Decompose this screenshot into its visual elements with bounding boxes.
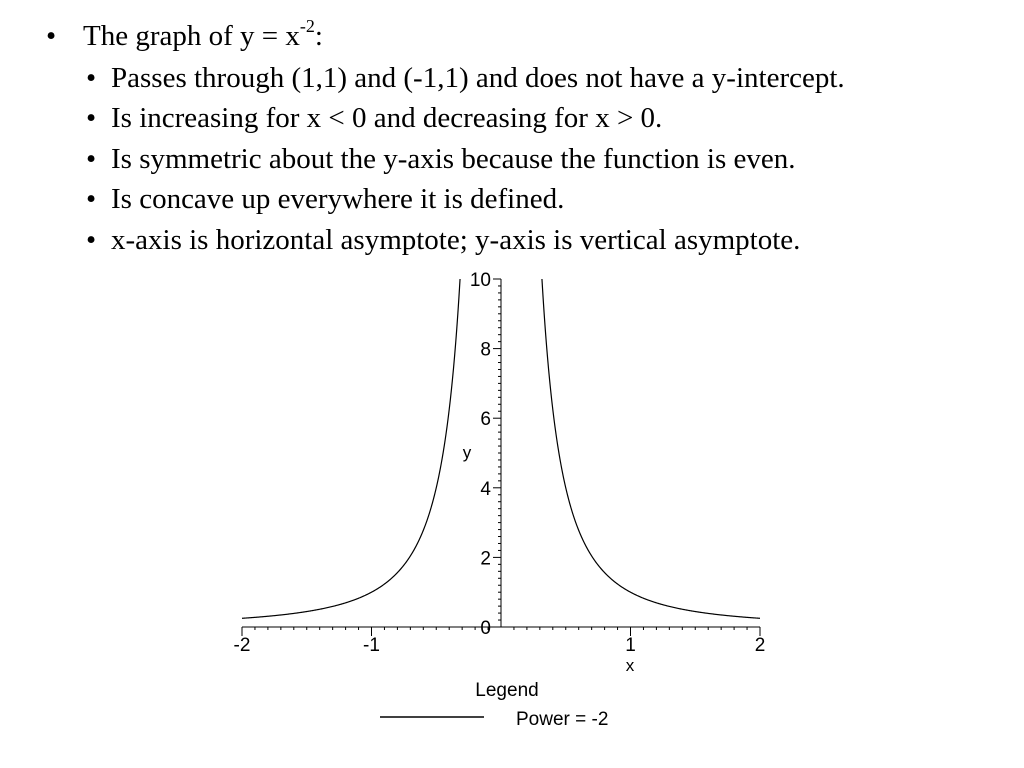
sub-bullet-text: x-axis is horizontal asymptote; y-axis is vertical asymptote. <box>111 224 801 256</box>
legend-title: Legend <box>475 680 539 701</box>
bullet-dot: • <box>86 224 97 256</box>
heading-prefix: The graph of y = x <box>83 20 300 52</box>
bullet-dot: • <box>46 20 57 52</box>
sub-bullet-text: Is symmetric about the y-axis because the function is even. <box>111 143 796 175</box>
y-tick-label: 0 <box>480 618 491 639</box>
sub-bullet-text: Passes through (1,1) and (-1,1) and does not have a y-intercept. <box>111 62 845 94</box>
x-tick-label: -2 <box>233 635 251 656</box>
x-tick-labels <box>234 635 766 656</box>
x-tick-label: 2 <box>754 635 766 656</box>
y-axis-label: y <box>462 443 472 462</box>
sub-bullet-text: Is concave up everywhere it is defined. <box>111 183 565 215</box>
heading-suffix: : <box>314 20 323 52</box>
heading-exponent: -2 <box>299 16 315 36</box>
y-tick-label: 10 <box>469 270 491 291</box>
bullet-dot: • <box>86 143 97 175</box>
y-tick-label: 6 <box>480 409 491 431</box>
x-axis-label: x <box>625 656 635 675</box>
x-tick-label: 1 <box>625 635 636 656</box>
bullet-dot: • <box>86 102 97 134</box>
sub-bullet-text: Is increasing for x < 0 and decreasing for x > 0. <box>111 102 663 134</box>
curve-right-branch <box>542 279 760 618</box>
legend-series-label: Power = -2 <box>516 709 609 730</box>
y-tick-label: 2 <box>480 548 491 570</box>
y-tick-label: 8 <box>480 339 491 361</box>
curve-left-branch <box>242 279 460 618</box>
y-tick-labels <box>470 270 492 639</box>
y-tick-label: 4 <box>480 478 491 500</box>
bullet-dot: • <box>86 62 97 94</box>
x-tick-label: -1 <box>363 635 380 656</box>
bullet-dot: • <box>86 183 97 215</box>
